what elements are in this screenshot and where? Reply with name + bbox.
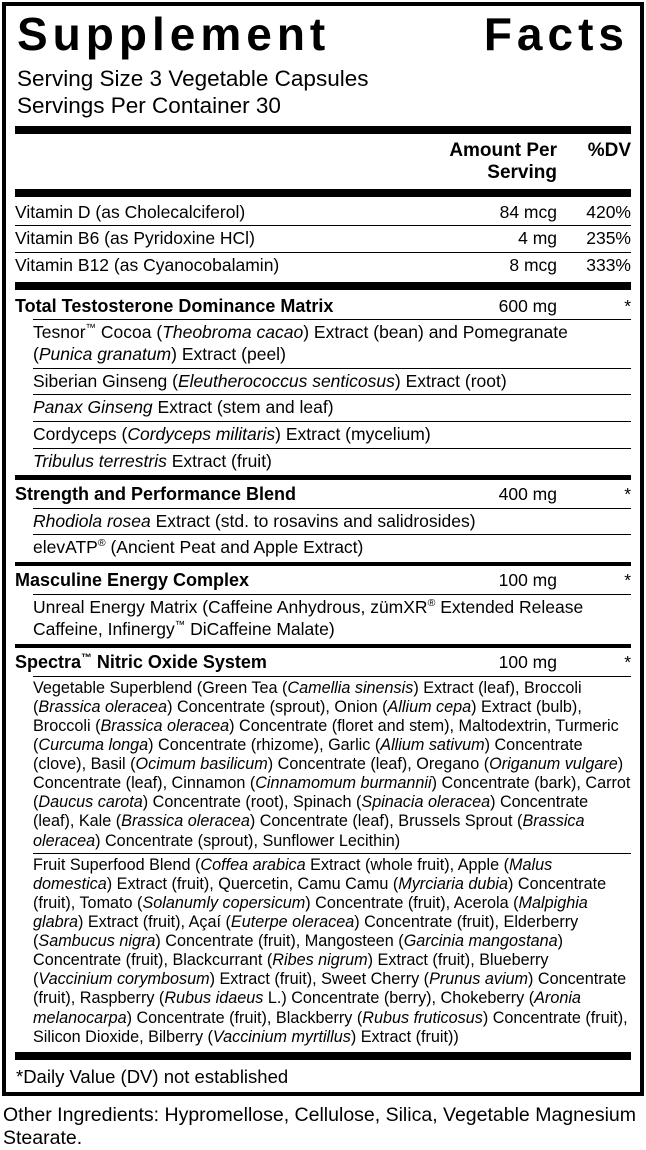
nutrient-name: Vitamin B12 (as Cyanocobalamin)	[15, 254, 280, 275]
page-title	[15, 9, 631, 63]
blend-ingredient-row	[15, 449, 631, 475]
blend-heading: Total Testosterone Dominance Matrix	[15, 295, 334, 316]
blend-dv-asterisk: *	[624, 570, 631, 591]
nutrient-name: Vitamin D (as Cholecalciferol)	[15, 201, 246, 222]
blend-ingredient-row	[15, 535, 631, 561]
title-word-supplement: Supplement	[17, 8, 331, 60]
nutrient-name: Vitamin B6 (as Pyridoxine HCl)	[15, 228, 255, 249]
nutrient-amount: 4 mg	[518, 228, 557, 249]
other-ingredients-text: Other Ingredients: Hypromellose, Cellulose, Silica, Vegetable Magnesium Stearate.	[3, 1103, 636, 1149]
divider-thick	[15, 282, 631, 290]
supplement-facts-panel	[2, 2, 644, 1096]
ingredient-text: Tesnor™ Cocoa (Theobroma cacao) Extract (bean) and Pomegranate (Punica granatum) Extract (peel)	[33, 322, 568, 364]
dv-header: %DV	[587, 139, 631, 161]
ingredient-text: Cordyceps (Cordyceps militaris) Extract (mycelium)	[33, 424, 431, 445]
blend-ingredient-row-fruit-superfood-blend	[15, 854, 631, 1049]
blend-ingredient-row	[15, 395, 631, 421]
ingredient-text: Panax Ginseng Extract (stem and leaf)	[33, 397, 334, 418]
ingredient-text: Tribulus terrestris Extract (fruit)	[33, 450, 272, 471]
nutrient-dv: 333%	[586, 254, 631, 275]
blend-amount: 600 mg	[498, 295, 557, 316]
serving-size-text: Serving Size 3 Vegetable Capsules	[17, 65, 369, 91]
blend-ingredient-row	[15, 422, 631, 448]
ingredient-text: Unreal Energy Matrix (Caffeine Anhydrous, zümXR® Extended Release Caffeine, Infinergy™ DiCaffeine Malate)	[33, 597, 584, 639]
divider-thick	[15, 1052, 631, 1060]
blend-ingredient-row	[15, 509, 631, 535]
nutrient-dv: 235%	[586, 228, 631, 249]
nutrient-row-vitamin-d	[15, 200, 631, 226]
divider-medium	[15, 644, 631, 649]
blend-ingredient-row-vegetable-superblend	[15, 677, 631, 853]
blend-dv-asterisk: *	[624, 295, 631, 316]
serving-info	[15, 63, 631, 123]
ingredient-text: Fruit Superfood Blend (Coffea arabica Extract (whole fruit), Apple (Malus domestica) Extract (fruit), Quercetin, Camu Camu (Myrciaria dubia) Concentrate (fruit), Tomato (Solanumly copersicum) Concentrate (fruit), Acerola (Malpighia glabra) Extract (fruit), Açaí (Euterpe oleracea) Concentrate (fruit), Elderberry (Sambucus nigra) Concentrate (fruit), Mangosteen (Garcinia mangostana) Concentrate (fruit), Blackcurrant (Ribes nigrum) Extract (fruit), Blueberry (Vaccinium corymbosum) Extract (fruit), Sweet Cherry (Prunus avium) Concentrate (fruit), Raspberry (Rubus idaeus L.) Concentrate (berry), Chokeberry (Aronia melanocarpa) Concentrate (fruit), Blackberry (Rubus fruticosus) Concentrate (fruit), Silicon Dioxide, Bilberry (Vaccinium myrtillus) Extract (fruit))	[33, 855, 628, 1046]
divider-thick	[15, 189, 631, 197]
blend-heading-row-masculine-energy	[15, 567, 631, 594]
blend-heading-row-testosterone-matrix	[15, 293, 631, 320]
servings-per-container-text: Servings Per Container 30	[17, 92, 281, 118]
nutrient-row-vitamin-b12	[15, 253, 631, 279]
blend-dv-asterisk: *	[624, 483, 631, 504]
amount-per-serving-header: Amount Per Serving	[449, 139, 557, 183]
title-word-facts: Facts	[483, 8, 629, 60]
daily-value-footnote: *Daily Value (DV) not established	[16, 1065, 289, 1087]
divider-thick	[15, 126, 631, 134]
nutrient-dv: 420%	[586, 201, 631, 222]
blend-amount: 100 mg	[498, 652, 557, 673]
blend-heading: Spectra™ Nitric Oxide System	[15, 652, 267, 673]
blend-ingredient-row	[15, 595, 631, 642]
divider-medium	[15, 562, 631, 567]
divider-medium	[15, 475, 631, 480]
blend-amount: 100 mg	[498, 570, 557, 591]
blend-heading: Strength and Performance Blend	[15, 483, 297, 504]
nutrient-amount: 84 mcg	[499, 201, 557, 222]
ingredient-text: Siberian Ginseng (Eleutherococcus senticosus) Extract (root)	[33, 370, 507, 391]
blend-ingredient-row	[15, 369, 631, 395]
ingredient-text: Rhodiola rosea Extract (std. to rosavins and salidrosides)	[33, 510, 476, 531]
blend-ingredient-row	[15, 320, 631, 367]
nutrient-row-vitamin-b6	[15, 226, 631, 252]
blend-heading-row-spectra-nitric-oxide	[15, 649, 631, 676]
nutrient-amount: 8 mcg	[509, 254, 557, 275]
blend-amount: 400 mg	[498, 483, 557, 504]
blend-dv-asterisk: *	[624, 652, 631, 673]
blend-heading-row-strength-performance	[15, 481, 631, 508]
column-header-row	[15, 137, 631, 186]
blend-heading: Masculine Energy Complex	[15, 570, 250, 591]
ingredient-text: Vegetable Superblend (Green Tea (Camellia sinensis) Extract (leaf), Broccoli (Brassica oleracea) Concentrate (sprout), Onion (Allium cepa) Extract (bulb), Broccoli (Brassica oleracea) Concentrate (floret and stem), Maltodextrin, Turmeric (Curcuma longa) Concentrate (rhizome), Garlic (Allium sativum) Concentrate (clove), Basil (Ocimum basilicum) Concentrate (leaf), Oregano (Origanum vulgare) Concentrate (leaf), Cinnamon (Cinnamomum burmannii) Concentrate (bark), Carrot (Daucus carota) Concentrate (root), Spinach (Spinacia oleracea) Concentrate (leaf), Kale (Brassica oleracea) Concentrate (leaf), Brussels Sprout (Brassica oleracea) Concentrate (sprout), Sunflower Lecithin)	[33, 678, 631, 850]
ingredient-text: elevATP® (Ancient Peat and Apple Extract)	[33, 537, 364, 558]
